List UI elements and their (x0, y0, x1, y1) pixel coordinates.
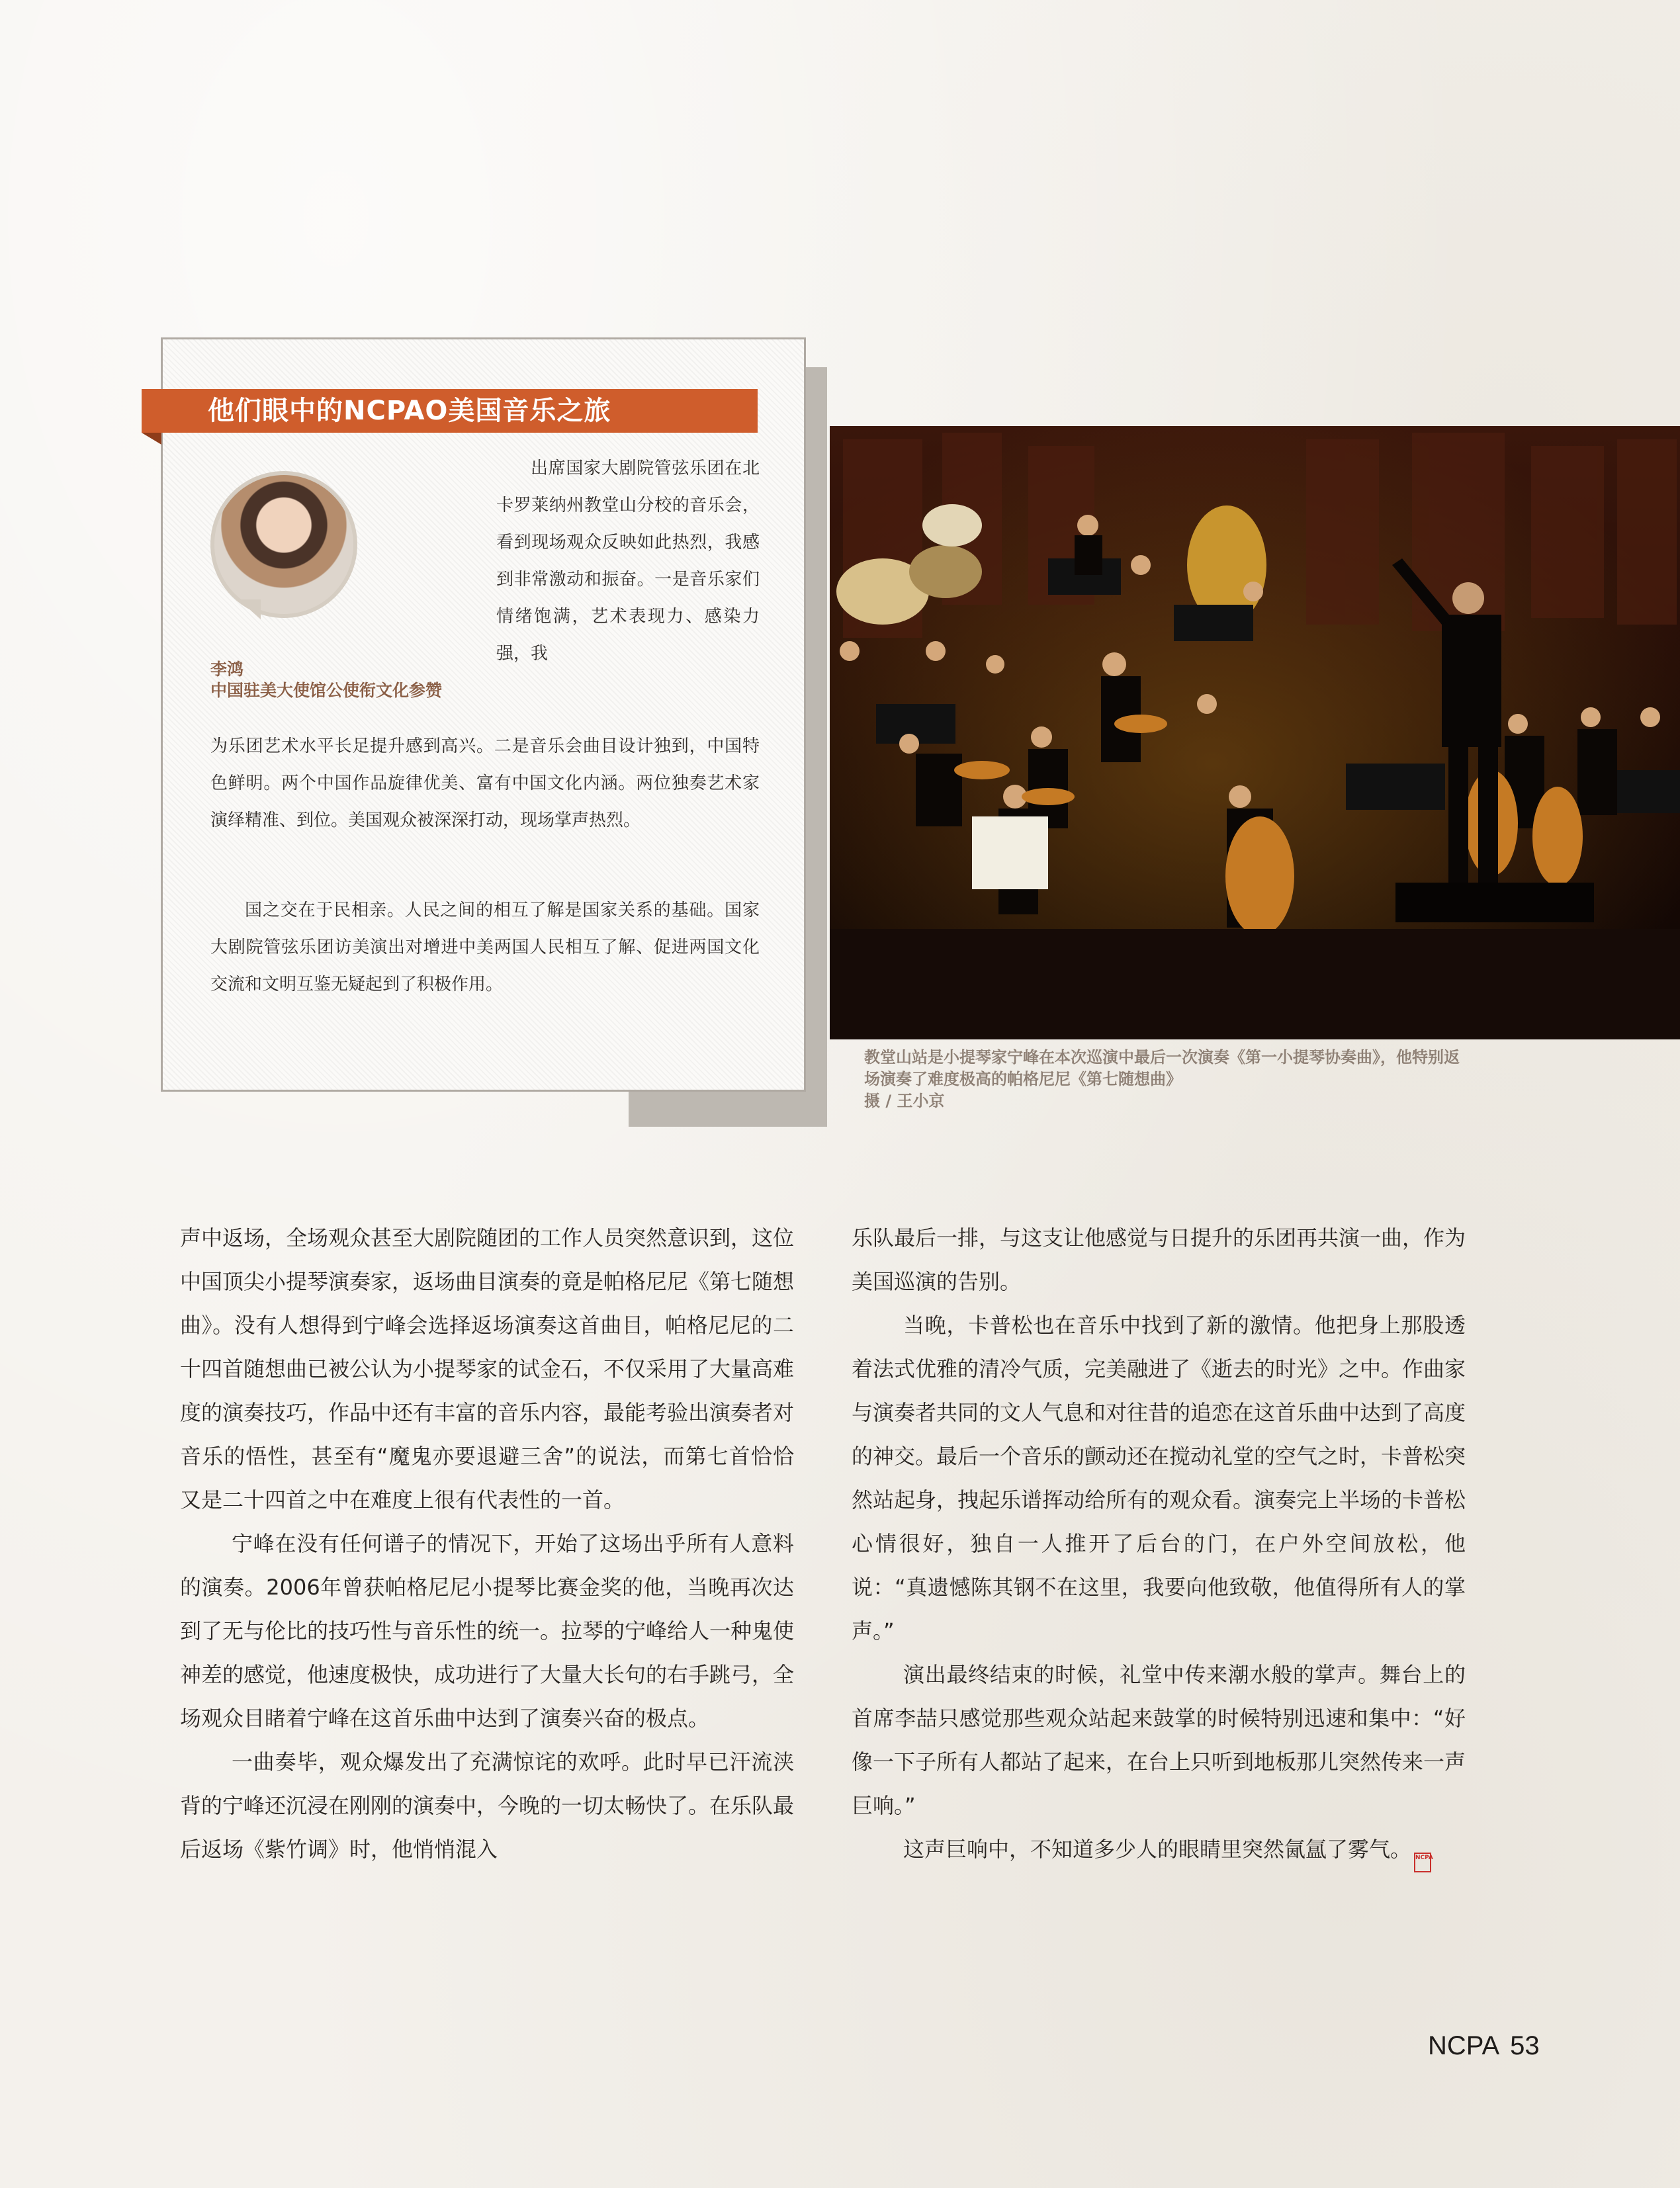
page-footer (1428, 2031, 1540, 2061)
author-name: 李鸿 (210, 660, 244, 679)
photo-credit: 摄 / 王小京 (864, 1092, 945, 1110)
sidebar-paragraph-1-bottom: 为乐团艺术水平长足提升感到高兴。二是音乐会曲目设计独到，中国特色鲜明。两个中国作品旋律优美、富有中国文化内涵。两位独奏艺术家演绎精准、到位。美国观众被深深打动，现场掌声热烈。 (210, 736, 760, 830)
sidebar-heading-fold (142, 433, 161, 445)
author-avatar (210, 471, 357, 618)
author-title: 中国驻美大使馆公使衔文化参赞 (210, 681, 443, 700)
article-paragraph: 声中返场，全场观众甚至大剧院随团的工作人员突然意识到，这位中国顶尖小提琴演奏家，返场曲目演奏的竟是帕格尼尼《第七随想曲》。没有人想得到宁峰会选择返场演奏这首曲目，帕格尼尼的二十四首随想曲已被公认为小提琴家的试金石，不仅采用了大量高难度的演奏技巧，作品中还有丰富的音乐内容，最能考验出演奏者对音乐的悟性，甚至有“魔鬼亦要退避三舍”的说法，而第七首恰恰又是二十四首之中在难度上很有代表性的一首。 (180, 1225, 795, 1512)
sidebar-heading: 他们眼中的NCPAO美国音乐之旅 (142, 389, 758, 433)
footer-brand: NCPA (1428, 2031, 1500, 2060)
photo-caption-text: 教堂山站是小提琴家宁峰在本次巡演中最后一次演奏《第一小提琴协奏曲》，他特别返场演奏了难度极高的帕格尼尼《第七随想曲》 (864, 1048, 1460, 1088)
orchestra-photo (830, 426, 1680, 1039)
sidebar-paragraph-1-top: 出席国家大剧院管弦乐团在北卡罗莱纳州教堂山分校的音乐会，看到现场观众反映如此热烈，我感到非常激动和振奋。一是音乐家们情绪饱满，艺术表现力、感染力强，我 (496, 459, 760, 664)
article-paragraph: 宁峰在没有任何谱子的情况下，开始了这场出乎所有人意料的演奏。2006年曾获帕格尼尼小提琴比赛金奖的他，当晚再次达到了无与伦比的技巧性与音乐性的统一。拉琴的宁峰给人一种鬼使神差的感觉，他速度极快，成功进行了大量大长句的右手跳弓，全场观众目睹着宁峰在这首乐曲中达到了演奏兴奋的极点。 (180, 1531, 795, 1731)
article-paragraph: 乐队最后一排，与这支让他感觉与日提升的乐团再共演一曲，作为美国巡演的告别。 (852, 1225, 1466, 1294)
page-number: 53 (1510, 2031, 1540, 2060)
author-avatar-tail (238, 599, 261, 619)
article-paragraph-text: 这声巨响中，不知道多少人的眼睛里突然氤氲了雾气。 (903, 1837, 1412, 1862)
article-column-left (180, 1216, 794, 1871)
article-column-right (852, 1216, 1466, 1872)
article-paragraph: 一曲奏毕，观众爆发出了充满惊诧的欢呼。此时早已汗流浃背的宁峰还沉浸在刚刚的演奏中，今晚的一切太畅快了。在乐队最后返场《紫竹调》时，他悄悄混入 (180, 1749, 795, 1862)
orchestra-photo-illustration (830, 426, 1680, 1039)
article-paragraph-last (852, 1827, 1466, 1872)
sidebar-paragraph-2: 国之交在于民相亲。人民之间的相互了解是国家关系的基础。国家大剧院管弦乐团访美演出对增进中美两国人民相互了解、促进两国文化交流和文明互鉴无疑起到了积极作用。 (210, 900, 760, 994)
article-paragraph: 演出最终结束的时候，礼堂中传来潮水般的掌声。舞台上的首席李喆只感觉那些观众站起来鼓掌的时候特别迅速和集中：“好像一下子所有人都站了起来，在台上只听到地板那儿突然传来一声巨响。” (852, 1662, 1466, 1818)
article-paragraph: 当晚，卡普松也在音乐中找到了新的激情。他把身上那股透着法式优雅的清冷气质，完美融进了《逝去的时光》之中。作曲家与演奏者共同的文人气息和对往昔的追恋在这首乐曲中达到了高度的神交。最后一个音乐的颤动还在搅动礼堂的空气之时，卡普松突然站起身，拽起乐谱挥动给所有的观众看。演奏完上半场的卡普松心情很好，独自一人推开了后台的门，在户外空间放松，他说：“真遗憾陈其钢不在这里，我要向他致敬，他值得所有人的掌声。” (852, 1313, 1466, 1643)
ncpa-end-mark-icon: NCPA (1414, 1853, 1431, 1872)
photo-caption (864, 1047, 1473, 1112)
